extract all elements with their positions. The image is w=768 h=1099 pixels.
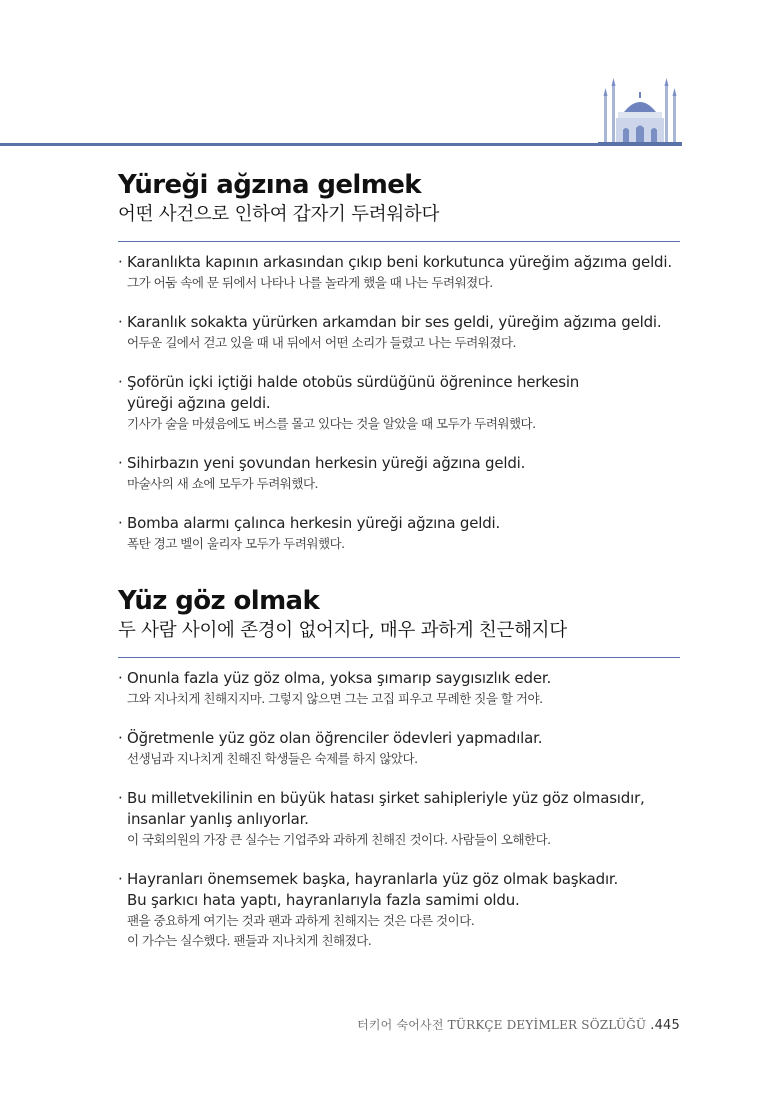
idiom-title: Yüreği ağzına gelmek (118, 170, 421, 200)
example-korean: 그와 지나치게 친해지지마. 그렇지 않으면 그는 고집 피우고 무례한 짓을 할 거야. (127, 691, 543, 706)
example-korean: 폭탄 경고 벨이 울리자 모두가 두려워했다. (127, 536, 345, 551)
footer-title: 터키어 숙어사전 TÜRKÇE DEYİMLER SÖZLÜĞÜ (357, 1018, 647, 1032)
example-turkish: · Karanlık sokakta yürürken arkamdan bir ses geldi, yüreğim ağzıma geldi. (118, 313, 662, 331)
example-turkish-continued: insanlar yanlış anlıyorlar. (127, 810, 309, 828)
content-area (118, 168, 680, 970)
example-turkish: · Şoförün içki içtiği halde otobüs sürdüğünü öğrenince herkesin (118, 373, 580, 391)
example-item (118, 312, 680, 353)
example-item (118, 513, 680, 554)
example-korean: 기사가 술을 마셨음에도 버스를 몰고 있다는 것을 알았을 때 모두가 두려워했다. (127, 416, 536, 431)
example-turkish: · Karanlıkta kapının arkasından çıkıp beni korkutunca yüreğim ağzıma geldi. (118, 253, 672, 271)
example-item (118, 453, 680, 494)
example-korean: 어두운 길에서 걷고 있을 때 내 뒤에서 어떤 소리가 들렸고 나는 두려워졌다. (127, 335, 516, 350)
example-korean: 마술사의 새 쇼에 모두가 두려워했다. (127, 476, 318, 491)
idiom-entry (118, 584, 680, 951)
example-turkish: · Bomba alarmı çalınca herkesin yüreği ağzına geldi. (118, 514, 501, 532)
example-korean: 팬을 중요하게 여기는 것과 팬과 과하게 친해지는 것은 다른 것이다. (127, 913, 475, 928)
page-number: .445 (650, 1018, 680, 1033)
example-korean: 이 국회의원의 가장 큰 실수는 기업주와 과하게 친해진 것이다. 사람들이 오해한다. (127, 832, 551, 847)
example-item (118, 668, 680, 709)
example-turkish: · Sihirbazın yeni şovundan herkesin yüreği ağzına geldi. (118, 454, 526, 472)
header-rule (0, 143, 682, 146)
entry-divider (118, 657, 680, 658)
example-turkish: · Bu milletvekilinin en büyük hatası şirket sahipleriyle yüz göz olmasıdır, (118, 789, 645, 807)
example-korean: 그가 어둠 속에 문 뒤에서 나타나 나를 놀라게 했을 때 나는 두려워졌다. (127, 275, 493, 290)
example-turkish: · Öğretmenle yüz göz olan öğrenciler ödevleri yapmadılar. (118, 729, 543, 747)
example-item (118, 252, 680, 293)
example-turkish-continued: yüreği ağzına geldi. (127, 394, 271, 412)
example-item (118, 728, 680, 769)
example-item (118, 869, 680, 951)
idiom-entry (118, 168, 680, 554)
entry-divider (118, 241, 680, 242)
example-turkish-continued: Bu şarkıcı hata yaptı, hayranlarıyla fazla samimi oldu. (127, 891, 520, 909)
example-turkish: · Hayranları önemsemek başka, hayranlarla yüz göz olmak başkadır. (118, 870, 619, 888)
mosque-icon (598, 78, 682, 144)
page-footer (357, 1016, 680, 1033)
example-item (118, 372, 680, 434)
example-korean: 선생님과 지나치게 친해진 학생들은 숙제를 하지 않았다. (127, 751, 418, 766)
example-korean-continued: 이 가수는 실수했다. 팬들과 지나치게 친해졌다. (127, 933, 372, 948)
idiom-meaning: 두 사람 사이에 존경이 없어지다, 매우 과하게 친근해지다 (118, 620, 567, 641)
example-turkish: · Onunla fazla yüz göz olma, yoksa şımarıp saygısızlık eder. (118, 669, 552, 687)
idiom-title: Yüz göz olmak (118, 586, 320, 616)
idiom-meaning: 어떤 사건으로 인하여 갑자기 두려워하다 (118, 204, 440, 225)
example-item (118, 788, 680, 850)
